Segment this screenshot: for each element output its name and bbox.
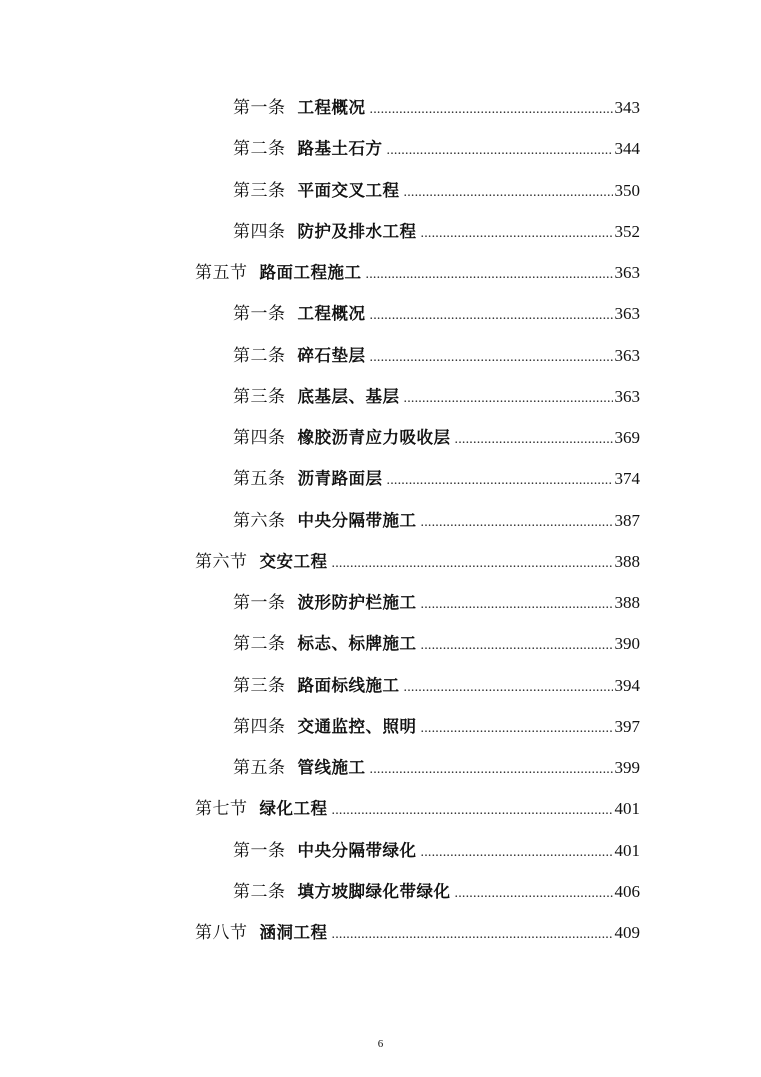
toc-entry-label: 第三条 xyxy=(233,386,286,407)
toc-dot-leader xyxy=(421,219,613,249)
toc-entry-label: 第二条 xyxy=(233,634,286,655)
toc-entry-title: 平面交叉工程 xyxy=(297,180,400,200)
toc-entry-page-number: 390 xyxy=(614,634,640,654)
toc-entry-page-number: 344 xyxy=(614,139,640,159)
toc-entry-label: 第三条 xyxy=(233,675,286,696)
toc-entry-title: 路面标线施工 xyxy=(297,675,400,695)
toc-article-entry[interactable] xyxy=(233,217,640,247)
toc-entry-page-number: 401 xyxy=(614,840,640,860)
toc-dot-leader xyxy=(387,466,613,496)
toc-entry-title: 防护及排水工程 xyxy=(297,221,417,241)
toc-entry-page-number: 352 xyxy=(614,221,640,241)
toc-entry-label: 第四条 xyxy=(233,716,286,737)
toc-dot-leader xyxy=(421,590,613,620)
toc-entry-title: 填方坡脚绿化带绿化 xyxy=(297,881,451,901)
toc-dot-leader xyxy=(455,879,613,909)
toc-entry-title: 橡胶沥青应力吸收层 xyxy=(297,428,451,447)
toc-entry-page-number: 388 xyxy=(614,551,640,571)
toc-entry-title: 绿化工程 xyxy=(259,799,328,819)
toc-dot-leader xyxy=(366,260,613,290)
toc-article-entry[interactable] xyxy=(233,712,640,742)
toc-section-entry[interactable] xyxy=(195,794,640,824)
toc-entry-page-number: 409 xyxy=(614,923,640,942)
toc-entry-label: 第六节 xyxy=(195,551,248,572)
toc-section-entry[interactable] xyxy=(195,258,640,288)
toc-article-entry[interactable] xyxy=(233,134,640,164)
toc-entry-title: 涵洞工程 xyxy=(259,923,328,942)
toc-article-entry[interactable] xyxy=(233,836,640,866)
toc-dot-leader xyxy=(404,384,613,414)
toc-entry-title: 碎石垫层 xyxy=(297,345,366,365)
toc-dot-leader xyxy=(332,796,613,826)
toc-entry-page-number: 388 xyxy=(614,593,640,612)
toc-section-entry[interactable] xyxy=(195,547,640,577)
toc-entry-title: 交通监控、照明 xyxy=(297,716,417,736)
toc-dot-leader xyxy=(455,425,613,455)
toc-entry-title: 底基层、基层 xyxy=(297,386,400,406)
toc-entry-page-number: 363 xyxy=(614,304,640,324)
toc-article-entry[interactable] xyxy=(233,423,640,453)
toc-entry-label: 第三条 xyxy=(233,180,286,201)
toc-entry-title: 交安工程 xyxy=(259,551,328,571)
toc-entry-page-number: 350 xyxy=(614,180,640,200)
toc-entry-label: 第五条 xyxy=(233,758,286,778)
toc-entry-label: 第一条 xyxy=(233,840,286,861)
toc-dot-leader xyxy=(370,95,613,125)
toc-entry-label: 第二条 xyxy=(233,881,286,902)
toc-article-entry[interactable] xyxy=(233,299,640,329)
toc-entry-page-number: 387 xyxy=(614,510,640,530)
page-number: 6 xyxy=(377,1038,384,1050)
toc-article-entry[interactable] xyxy=(233,93,640,123)
toc-entry-title: 波形防护栏施工 xyxy=(297,593,417,612)
toc-dot-leader xyxy=(421,631,613,661)
toc-entry-page-number: 401 xyxy=(614,799,640,819)
toc-entry-page-number: 397 xyxy=(614,716,640,736)
toc-entry-label: 第一条 xyxy=(233,593,286,613)
toc-dot-leader xyxy=(421,838,613,868)
toc-entry-label: 第二条 xyxy=(233,345,286,366)
toc-entry-label: 第六条 xyxy=(233,510,286,531)
toc-entry-title: 沥青路面层 xyxy=(297,469,383,489)
toc-entry-label: 第四条 xyxy=(233,428,286,448)
toc-dot-leader xyxy=(370,301,613,331)
toc-entry-label: 第五条 xyxy=(233,469,286,490)
toc-article-entry[interactable] xyxy=(233,176,640,206)
toc-entry-label: 第八节 xyxy=(195,923,248,943)
toc-entry-page-number: 406 xyxy=(614,881,640,901)
toc-entry-page-number: 374 xyxy=(614,469,640,489)
toc-entry-label: 第七节 xyxy=(195,799,248,820)
toc-dot-leader xyxy=(404,178,613,208)
toc-entry-page-number: 394 xyxy=(614,675,640,695)
toc-article-entry[interactable] xyxy=(233,753,640,783)
toc-entry-title: 路基土石方 xyxy=(297,139,383,159)
toc-entry-page-number: 363 xyxy=(614,386,640,406)
toc-article-entry[interactable] xyxy=(233,464,640,494)
toc-article-entry[interactable] xyxy=(233,382,640,412)
toc-entry-title: 中央分隔带施工 xyxy=(297,510,417,530)
toc-entry-title: 工程概况 xyxy=(297,98,366,117)
toc-entry-label: 第四条 xyxy=(233,221,286,242)
toc-entry-page-number: 369 xyxy=(614,428,640,447)
toc-article-entry[interactable] xyxy=(233,506,640,536)
toc-entry-label: 第二条 xyxy=(233,139,286,160)
toc-dot-leader xyxy=(387,136,613,166)
toc-entry-page-number: 399 xyxy=(614,758,640,777)
toc-entry-title: 中央分隔带绿化 xyxy=(297,840,417,860)
toc-entry-page-number: 363 xyxy=(614,345,640,365)
toc-dot-leader xyxy=(332,920,613,950)
toc-entry-title: 路面工程施工 xyxy=(259,263,362,282)
toc-entry-page-number: 363 xyxy=(614,263,640,282)
toc-entry-label: 第一条 xyxy=(233,304,286,325)
toc-article-entry[interactable] xyxy=(233,341,640,371)
toc-entry-title: 工程概况 xyxy=(297,304,366,324)
toc-dot-leader xyxy=(421,508,613,538)
toc-entry-page-number: 343 xyxy=(614,98,640,117)
toc-section-entry[interactable] xyxy=(195,918,640,948)
toc-entry-label: 第五节 xyxy=(195,263,248,283)
toc-entry-label: 第一条 xyxy=(233,98,286,118)
toc-dot-leader xyxy=(370,343,613,373)
toc-dot-leader xyxy=(332,549,613,579)
toc-entry-title: 管线施工 xyxy=(297,758,366,777)
toc-entry-title: 标志、标牌施工 xyxy=(297,634,417,654)
toc-dot-leader xyxy=(421,714,613,744)
toc-article-entry[interactable] xyxy=(233,588,640,618)
toc-article-entry[interactable] xyxy=(233,629,640,659)
toc-article-entry[interactable] xyxy=(233,877,640,907)
toc-dot-leader xyxy=(404,673,613,703)
toc-dot-leader xyxy=(370,755,613,785)
toc-article-entry[interactable] xyxy=(233,671,640,701)
